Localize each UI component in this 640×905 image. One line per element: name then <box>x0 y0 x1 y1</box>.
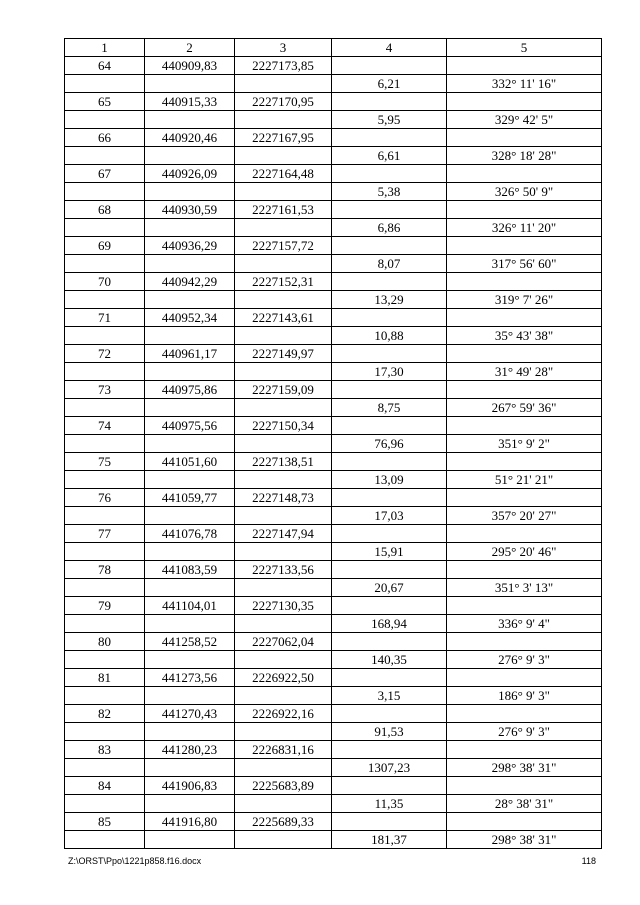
y-coordinate-cell <box>235 399 332 417</box>
distance-cell <box>332 777 447 795</box>
distance-cell <box>332 381 447 399</box>
table-row-point <box>65 165 602 183</box>
table-row-point <box>65 453 602 471</box>
distance-cell: 140,35 <box>332 651 447 669</box>
direction-angle-cell: 332° 11' 16" <box>447 75 602 93</box>
direction-angle-cell: 326° 50' 9" <box>447 183 602 201</box>
direction-angle-cell: 326° 11' 20" <box>447 219 602 237</box>
distance-cell <box>332 57 447 75</box>
y-coordinate-cell: 2227161,53 <box>235 201 332 219</box>
direction-angle-cell: 351° 9' 2" <box>447 435 602 453</box>
x-coordinate-cell: 441916,80 <box>145 813 235 831</box>
point-number-cell: 80 <box>65 633 145 651</box>
y-coordinate-cell: 2227133,56 <box>235 561 332 579</box>
point-number-cell: 67 <box>65 165 145 183</box>
direction-angle-cell: 298° 38' 31" <box>447 759 602 777</box>
point-number-cell: 68 <box>65 201 145 219</box>
direction-angle-cell <box>447 705 602 723</box>
distance-cell: 20,67 <box>332 579 447 597</box>
direction-angle-cell: 328° 18' 28" <box>447 147 602 165</box>
x-coordinate-cell: 440952,34 <box>145 309 235 327</box>
table-row-segment <box>65 471 602 489</box>
table-row-segment <box>65 651 602 669</box>
distance-cell: 17,03 <box>332 507 447 525</box>
y-coordinate-cell <box>235 219 332 237</box>
distance-cell <box>332 633 447 651</box>
distance-cell: 6,21 <box>332 75 447 93</box>
x-coordinate-cell: 440930,59 <box>145 201 235 219</box>
point-number-cell: 81 <box>65 669 145 687</box>
point-number-cell: 66 <box>65 129 145 147</box>
point-number-cell: 76 <box>65 489 145 507</box>
direction-angle-cell <box>447 741 602 759</box>
x-coordinate-cell: 441104,01 <box>145 597 235 615</box>
table-row-point <box>65 597 602 615</box>
y-coordinate-cell: 2227167,95 <box>235 129 332 147</box>
header-col-2: 2 <box>145 39 235 57</box>
distance-cell <box>332 201 447 219</box>
direction-angle-cell <box>447 669 602 687</box>
distance-cell <box>332 597 447 615</box>
direction-angle-cell: 329° 42' 5" <box>447 111 602 129</box>
table-row-point <box>65 345 602 363</box>
distance-cell <box>332 453 447 471</box>
x-coordinate-cell: 440942,29 <box>145 273 235 291</box>
table-row-segment <box>65 363 602 381</box>
direction-angle-cell <box>447 597 602 615</box>
x-coordinate-cell <box>145 183 235 201</box>
table-row-segment <box>65 147 602 165</box>
y-coordinate-cell: 2227173,85 <box>235 57 332 75</box>
y-coordinate-cell <box>235 327 332 345</box>
distance-cell <box>332 345 447 363</box>
point-number-cell: 83 <box>65 741 145 759</box>
y-coordinate-cell: 2227164,48 <box>235 165 332 183</box>
y-coordinate-cell <box>235 147 332 165</box>
point-number-cell: 75 <box>65 453 145 471</box>
y-coordinate-cell <box>235 75 332 93</box>
direction-angle-cell <box>447 453 602 471</box>
direction-angle-cell: 35° 43' 38" <box>447 327 602 345</box>
x-coordinate-cell <box>145 615 235 633</box>
y-coordinate-cell: 2227138,51 <box>235 453 332 471</box>
direction-angle-cell <box>447 309 602 327</box>
table-row-point <box>65 633 602 651</box>
direction-angle-cell: 28° 38' 31" <box>447 795 602 813</box>
x-coordinate-cell: 440975,56 <box>145 417 235 435</box>
table-row-segment <box>65 507 602 525</box>
table-row-segment <box>65 255 602 273</box>
distance-cell: 11,35 <box>332 795 447 813</box>
x-coordinate-cell <box>145 687 235 705</box>
direction-angle-cell: 267° 59' 36" <box>447 399 602 417</box>
y-coordinate-cell <box>235 363 332 381</box>
point-number-cell <box>65 579 145 597</box>
point-number-cell: 84 <box>65 777 145 795</box>
distance-cell: 13,09 <box>332 471 447 489</box>
point-number-cell <box>65 255 145 273</box>
x-coordinate-cell <box>145 399 235 417</box>
point-number-cell <box>65 723 145 741</box>
y-coordinate-cell <box>235 723 332 741</box>
table-row-point <box>65 525 602 543</box>
y-coordinate-cell <box>235 255 332 273</box>
distance-cell: 8,75 <box>332 399 447 417</box>
distance-cell: 76,96 <box>332 435 447 453</box>
x-coordinate-cell: 441059,77 <box>145 489 235 507</box>
header-col-4: 4 <box>332 39 447 57</box>
point-number-cell <box>65 399 145 417</box>
x-coordinate-cell <box>145 255 235 273</box>
point-number-cell: 79 <box>65 597 145 615</box>
y-coordinate-cell <box>235 759 332 777</box>
distance-cell: 17,30 <box>332 363 447 381</box>
y-coordinate-cell <box>235 615 332 633</box>
y-coordinate-cell: 2227149,97 <box>235 345 332 363</box>
coordinates-table <box>64 38 602 849</box>
point-number-cell <box>65 327 145 345</box>
table-row-point <box>65 705 602 723</box>
direction-angle-cell: 298° 38' 31" <box>447 831 602 849</box>
direction-angle-cell <box>447 417 602 435</box>
header-row <box>65 39 602 57</box>
direction-angle-cell <box>447 813 602 831</box>
distance-cell <box>332 489 447 507</box>
distance-cell <box>332 129 447 147</box>
x-coordinate-cell <box>145 219 235 237</box>
table-row-segment <box>65 183 602 201</box>
y-coordinate-cell: 2226831,16 <box>235 741 332 759</box>
point-number-cell: 78 <box>65 561 145 579</box>
table-row-segment <box>65 435 602 453</box>
point-number-cell: 73 <box>65 381 145 399</box>
direction-angle-cell: 317° 56' 60" <box>447 255 602 273</box>
direction-angle-cell: 276° 9' 3" <box>447 723 602 741</box>
y-coordinate-cell: 2226922,16 <box>235 705 332 723</box>
direction-angle-cell: 357° 20' 27" <box>447 507 602 525</box>
y-coordinate-cell <box>235 579 332 597</box>
y-coordinate-cell: 2227062,04 <box>235 633 332 651</box>
point-number-cell <box>65 183 145 201</box>
distance-cell: 15,91 <box>332 543 447 561</box>
distance-cell: 1307,23 <box>332 759 447 777</box>
point-number-cell <box>65 795 145 813</box>
y-coordinate-cell <box>235 651 332 669</box>
point-number-cell <box>65 615 145 633</box>
direction-angle-cell <box>447 93 602 111</box>
header-col-1: 1 <box>65 39 145 57</box>
distance-cell <box>332 93 447 111</box>
point-number-cell <box>65 147 145 165</box>
direction-angle-cell: 351° 3' 13" <box>447 579 602 597</box>
direction-angle-cell: 186° 9' 3" <box>447 687 602 705</box>
x-coordinate-cell <box>145 579 235 597</box>
point-number-cell: 71 <box>65 309 145 327</box>
distance-cell <box>332 813 447 831</box>
x-coordinate-cell <box>145 111 235 129</box>
x-coordinate-cell <box>145 651 235 669</box>
point-number-cell <box>65 363 145 381</box>
distance-cell <box>332 525 447 543</box>
table-row-point <box>65 813 602 831</box>
x-coordinate-cell: 441273,56 <box>145 669 235 687</box>
y-coordinate-cell: 2227157,72 <box>235 237 332 255</box>
direction-angle-cell <box>447 381 602 399</box>
table-row-point <box>65 129 602 147</box>
distance-cell: 8,07 <box>332 255 447 273</box>
x-coordinate-cell <box>145 831 235 849</box>
footer-page-number: 118 <box>581 856 596 866</box>
direction-angle-cell <box>447 165 602 183</box>
x-coordinate-cell: 440936,29 <box>145 237 235 255</box>
table-row-segment <box>65 831 602 849</box>
table-row-segment <box>65 399 602 417</box>
y-coordinate-cell <box>235 435 332 453</box>
x-coordinate-cell <box>145 327 235 345</box>
x-coordinate-cell <box>145 471 235 489</box>
direction-angle-cell <box>447 777 602 795</box>
distance-cell: 10,88 <box>332 327 447 345</box>
table-row-segment <box>65 795 602 813</box>
table-row-segment <box>65 759 602 777</box>
direction-angle-cell <box>447 273 602 291</box>
x-coordinate-cell: 441083,59 <box>145 561 235 579</box>
table-row-segment <box>65 327 602 345</box>
header-col-3: 3 <box>235 39 332 57</box>
table-row-point <box>65 417 602 435</box>
table-row-segment <box>65 219 602 237</box>
table-header <box>65 39 602 57</box>
point-number-cell: 82 <box>65 705 145 723</box>
table-row-segment <box>65 579 602 597</box>
y-coordinate-cell <box>235 111 332 129</box>
point-number-cell: 77 <box>65 525 145 543</box>
x-coordinate-cell: 440920,46 <box>145 129 235 147</box>
footer-file-path: Z:\ORST\Ppo\1221p858.f16.docx <box>68 856 202 866</box>
direction-angle-cell: 276° 9' 3" <box>447 651 602 669</box>
y-coordinate-cell <box>235 507 332 525</box>
y-coordinate-cell: 2227159,09 <box>235 381 332 399</box>
point-number-cell <box>65 75 145 93</box>
distance-cell: 3,15 <box>332 687 447 705</box>
direction-angle-cell <box>447 525 602 543</box>
point-number-cell: 85 <box>65 813 145 831</box>
distance-cell: 5,38 <box>332 183 447 201</box>
table-row-point <box>65 273 602 291</box>
x-coordinate-cell <box>145 507 235 525</box>
point-number-cell: 64 <box>65 57 145 75</box>
table-row-point <box>65 93 602 111</box>
point-number-cell: 74 <box>65 417 145 435</box>
x-coordinate-cell: 440975,86 <box>145 381 235 399</box>
direction-angle-cell: 336° 9' 4" <box>447 615 602 633</box>
table-row-segment <box>65 543 602 561</box>
point-number-cell: 72 <box>65 345 145 363</box>
x-coordinate-cell <box>145 363 235 381</box>
x-coordinate-cell: 441906,83 <box>145 777 235 795</box>
y-coordinate-cell: 2227148,73 <box>235 489 332 507</box>
x-coordinate-cell <box>145 795 235 813</box>
table-row-segment <box>65 75 602 93</box>
y-coordinate-cell: 2225689,33 <box>235 813 332 831</box>
distance-cell <box>332 561 447 579</box>
table-row-point <box>65 381 602 399</box>
direction-angle-cell <box>447 57 602 75</box>
x-coordinate-cell: 440926,09 <box>145 165 235 183</box>
table-row-point <box>65 741 602 759</box>
x-coordinate-cell <box>145 435 235 453</box>
point-number-cell: 70 <box>65 273 145 291</box>
x-coordinate-cell <box>145 147 235 165</box>
point-number-cell <box>65 687 145 705</box>
direction-angle-cell <box>447 129 602 147</box>
direction-angle-cell: 319° 7' 26" <box>447 291 602 309</box>
distance-cell <box>332 273 447 291</box>
table-row-segment <box>65 615 602 633</box>
x-coordinate-cell: 440909,83 <box>145 57 235 75</box>
y-coordinate-cell: 2227147,94 <box>235 525 332 543</box>
x-coordinate-cell <box>145 759 235 777</box>
table-row-point <box>65 669 602 687</box>
y-coordinate-cell: 2227130,35 <box>235 597 332 615</box>
table-body <box>65 57 602 849</box>
y-coordinate-cell: 2226922,50 <box>235 669 332 687</box>
direction-angle-cell <box>447 561 602 579</box>
y-coordinate-cell <box>235 471 332 489</box>
y-coordinate-cell: 2227150,34 <box>235 417 332 435</box>
direction-angle-cell <box>447 201 602 219</box>
point-number-cell <box>65 651 145 669</box>
distance-cell: 6,61 <box>332 147 447 165</box>
header-col-5: 5 <box>447 39 602 57</box>
x-coordinate-cell: 441051,60 <box>145 453 235 471</box>
direction-angle-cell: 51° 21' 21" <box>447 471 602 489</box>
x-coordinate-cell <box>145 291 235 309</box>
y-coordinate-cell <box>235 543 332 561</box>
point-number-cell: 69 <box>65 237 145 255</box>
point-number-cell <box>65 111 145 129</box>
direction-angle-cell <box>447 489 602 507</box>
y-coordinate-cell <box>235 183 332 201</box>
direction-angle-cell <box>447 345 602 363</box>
distance-cell: 91,53 <box>332 723 447 741</box>
y-coordinate-cell <box>235 687 332 705</box>
distance-cell <box>332 417 447 435</box>
x-coordinate-cell <box>145 75 235 93</box>
table-row-point <box>65 309 602 327</box>
point-number-cell <box>65 471 145 489</box>
point-number-cell <box>65 543 145 561</box>
y-coordinate-cell: 2227143,61 <box>235 309 332 327</box>
table-row-point <box>65 57 602 75</box>
x-coordinate-cell <box>145 543 235 561</box>
table-row-point <box>65 489 602 507</box>
table-row-segment <box>65 687 602 705</box>
distance-cell: 168,94 <box>332 615 447 633</box>
x-coordinate-cell: 440915,33 <box>145 93 235 111</box>
distance-cell: 6,86 <box>332 219 447 237</box>
table-row-segment <box>65 291 602 309</box>
x-coordinate-cell: 441076,78 <box>145 525 235 543</box>
x-coordinate-cell: 441258,52 <box>145 633 235 651</box>
y-coordinate-cell <box>235 831 332 849</box>
y-coordinate-cell: 2225683,89 <box>235 777 332 795</box>
distance-cell: 181,37 <box>332 831 447 849</box>
direction-angle-cell: 295° 20' 46" <box>447 543 602 561</box>
point-number-cell <box>65 291 145 309</box>
y-coordinate-cell: 2227152,31 <box>235 273 332 291</box>
distance-cell <box>332 705 447 723</box>
distance-cell <box>332 741 447 759</box>
point-number-cell <box>65 831 145 849</box>
point-number-cell <box>65 435 145 453</box>
direction-angle-cell: 31° 49' 28" <box>447 363 602 381</box>
table-row-point <box>65 237 602 255</box>
y-coordinate-cell: 2227170,95 <box>235 93 332 111</box>
distance-cell <box>332 309 447 327</box>
direction-angle-cell <box>447 633 602 651</box>
table-row-point <box>65 777 602 795</box>
y-coordinate-cell <box>235 795 332 813</box>
distance-cell <box>332 237 447 255</box>
x-coordinate-cell <box>145 723 235 741</box>
distance-cell: 5,95 <box>332 111 447 129</box>
table-row-segment <box>65 111 602 129</box>
distance-cell: 13,29 <box>332 291 447 309</box>
point-number-cell <box>65 219 145 237</box>
x-coordinate-cell: 441270,43 <box>145 705 235 723</box>
table-row-segment <box>65 723 602 741</box>
direction-angle-cell <box>447 237 602 255</box>
point-number-cell: 65 <box>65 93 145 111</box>
table-row-point <box>65 561 602 579</box>
x-coordinate-cell: 440961,17 <box>145 345 235 363</box>
y-coordinate-cell <box>235 291 332 309</box>
table-row-point <box>65 201 602 219</box>
x-coordinate-cell: 441280,23 <box>145 741 235 759</box>
distance-cell <box>332 669 447 687</box>
point-number-cell <box>65 759 145 777</box>
distance-cell <box>332 165 447 183</box>
point-number-cell <box>65 507 145 525</box>
